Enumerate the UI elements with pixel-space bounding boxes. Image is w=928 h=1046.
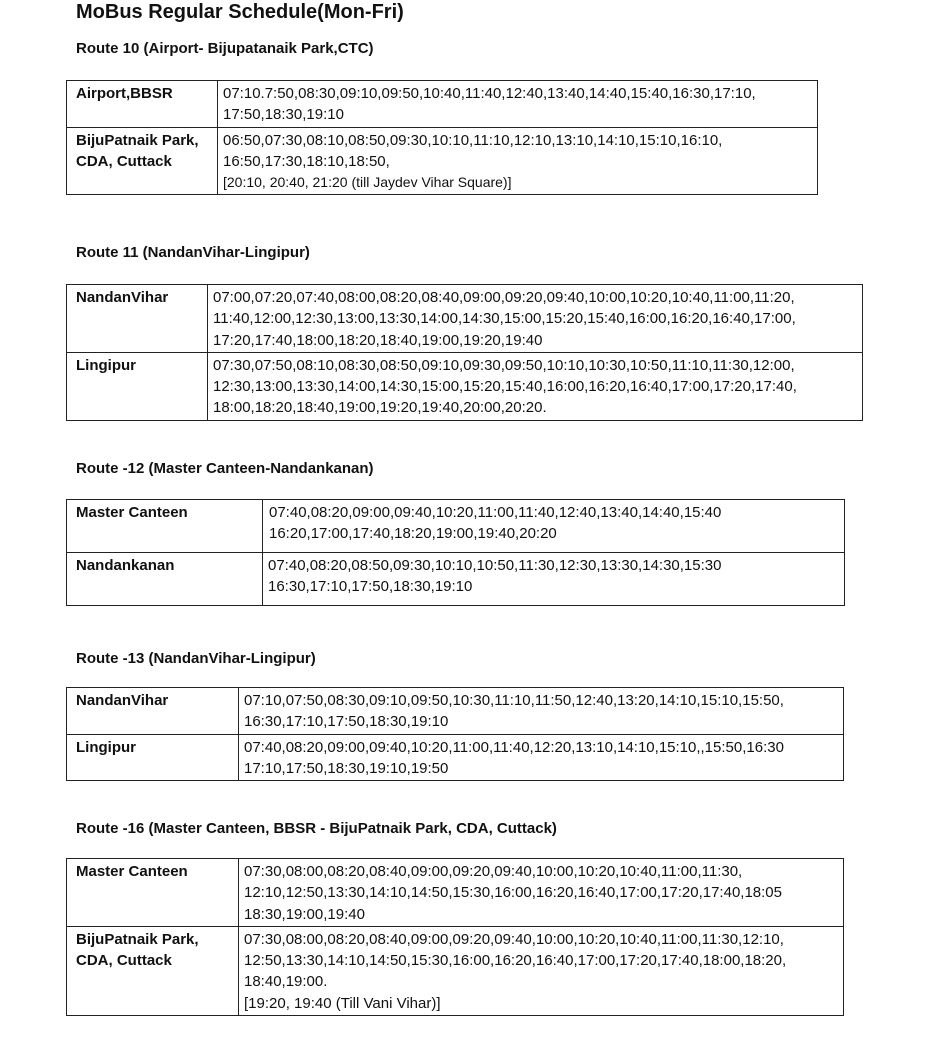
- route-11-table: [66, 284, 863, 421]
- departure-times: 07:30,08:00,08:20,08:40,09:00,09:20,09:40,10:00,10:20,10:40,11:00,11:30,12:10, 12:50,13:30,14:10,14:50,15:30,16:00,16:20,16:40,17:00,17:20,17:40,18:00,18:20, 18:40,19:00. [19:20, 19:40 (Till Vani Vihar)]: [239, 926, 844, 1015]
- table-row: [67, 285, 863, 353]
- route-13-title: Route -13 (NandanVihar-Lingipur): [76, 650, 316, 667]
- table-row: [67, 500, 845, 553]
- departure-times: 07:10.7:50,08:30,09:10,09:50,10:40,11:40,12:40,13:40,14:40,15:40,16:30,17:10, 17:50,18:30,19:10: [218, 81, 818, 128]
- departure-times: 06:50,07:30,08:10,08:50,09:30,10:10,11:10,12:10,13:10,14:10,15:10,16:10, 16:50,17:30,18:10,18:50, [20:10, 20:40, 21:20 (till Jaydev Vihar Square)]: [218, 127, 818, 195]
- stop-name: Lingipur: [67, 352, 208, 420]
- stop-name: NandanVihar: [67, 688, 239, 735]
- table-row: [67, 926, 844, 1015]
- stop-name: NandanVihar: [67, 285, 208, 353]
- table-row: [67, 734, 844, 781]
- route-16-title: Route -16 (Master Canteen, BBSR - BijuPatnaik Park, CDA, Cuttack): [76, 820, 557, 837]
- table-row: [67, 81, 818, 128]
- departure-times: 07:40,08:20,08:50,09:30,10:10,10:50,11:30,12:30,13:30,14:30,15:30 16:30,17:10,17:50,18:30,19:10: [263, 553, 845, 606]
- stop-name: Master Canteen: [67, 859, 239, 927]
- departure-times: 07:10,07:50,08:30,09:10,09:50,10:30,11:10,11:50,12:40,13:20,14:10,15:10,15:50, 16:30,17:10,17:50,18:30,19:10: [239, 688, 844, 735]
- table-row: [67, 553, 845, 606]
- route-12-title: Route -12 (Master Canteen-Nandankanan): [76, 460, 374, 477]
- route-16-table: [66, 858, 844, 1016]
- table-row: [67, 688, 844, 735]
- stop-name: Airport,BBSR: [67, 81, 218, 128]
- table-row: [67, 127, 818, 195]
- departure-times: 07:30,07:50,08:10,08:30,08:50,09:10,09:30,09:50,10:10,10:30,10:50,11:10,11:30,12:00, 12:30,13:00,13:30,14:00,14:30,15:00,15:20,15:40,16:00,16:20,16:40,17:00,17:20,17:40, 18:00,18:20,18:40,19:00,19:20,19:40,20:00,20:20.: [208, 352, 863, 420]
- table-row: [67, 352, 863, 420]
- stop-name: BijuPatnaik Park, CDA, Cuttack: [67, 926, 239, 1015]
- route-10-title: Route 10 (Airport- Bijupatanaik Park,CTC): [76, 40, 374, 57]
- stop-name: Lingipur: [67, 734, 239, 781]
- route-11-title: Route 11 (NandanVihar-Lingipur): [76, 244, 310, 261]
- route-10-table: [66, 80, 818, 195]
- departure-times: 07:40,08:20,09:00,09:40,10:20,11:00,11:40,12:20,13:10,14:10,15:10,,15:50,16:30 17:10,17:50,18:30,19:10,19:50: [239, 734, 844, 781]
- departure-times: 07:30,08:00,08:20,08:40,09:00,09:20,09:40,10:00,10:20,10:40,11:00,11:30, 12:10,12:50,13:30,14:10,14:50,15:30,16:00,16:20,16:40,17:00,17:20,17:40,18:05 18:30,19:00,19:40: [239, 859, 844, 927]
- route-note: [20:10, 20:40, 21:20 (till Jaydev Vihar Square)]: [223, 174, 512, 191]
- page-title: MoBus Regular Schedule(Mon-Fri): [76, 1, 404, 23]
- departure-times: 07:00,07:20,07:40,08:00,08:20,08:40,09:00,09:20,09:40,10:00,10:20,10:40,11:00,11:20, 11:40,12:00,12:30,13:00,13:30,14:00,14:30,15:00,15:20,15:40,16:00,16:20,16:40,17:00, 17:20,17:40,18:00,18:20,18:40,19:00,19:20,19:40: [208, 285, 863, 353]
- table-row: [67, 859, 844, 927]
- route-12-table: [66, 499, 845, 606]
- stop-name: Nandankanan: [67, 553, 263, 606]
- stop-name: Master Canteen: [67, 500, 263, 553]
- route-note: [19:20, 19:40 (Till Vani Vihar)]: [244, 994, 441, 1012]
- stop-name: BijuPatnaik Park, CDA, Cuttack: [67, 127, 218, 195]
- route-13-table: [66, 687, 844, 781]
- departure-times: 07:40,08:20,09:00,09:40,10:20,11:00,11:40,12:40,13:40,14:40,15:40 16:20,17:00,17:40,18:20,19:00,19:40,20:20: [263, 500, 845, 553]
